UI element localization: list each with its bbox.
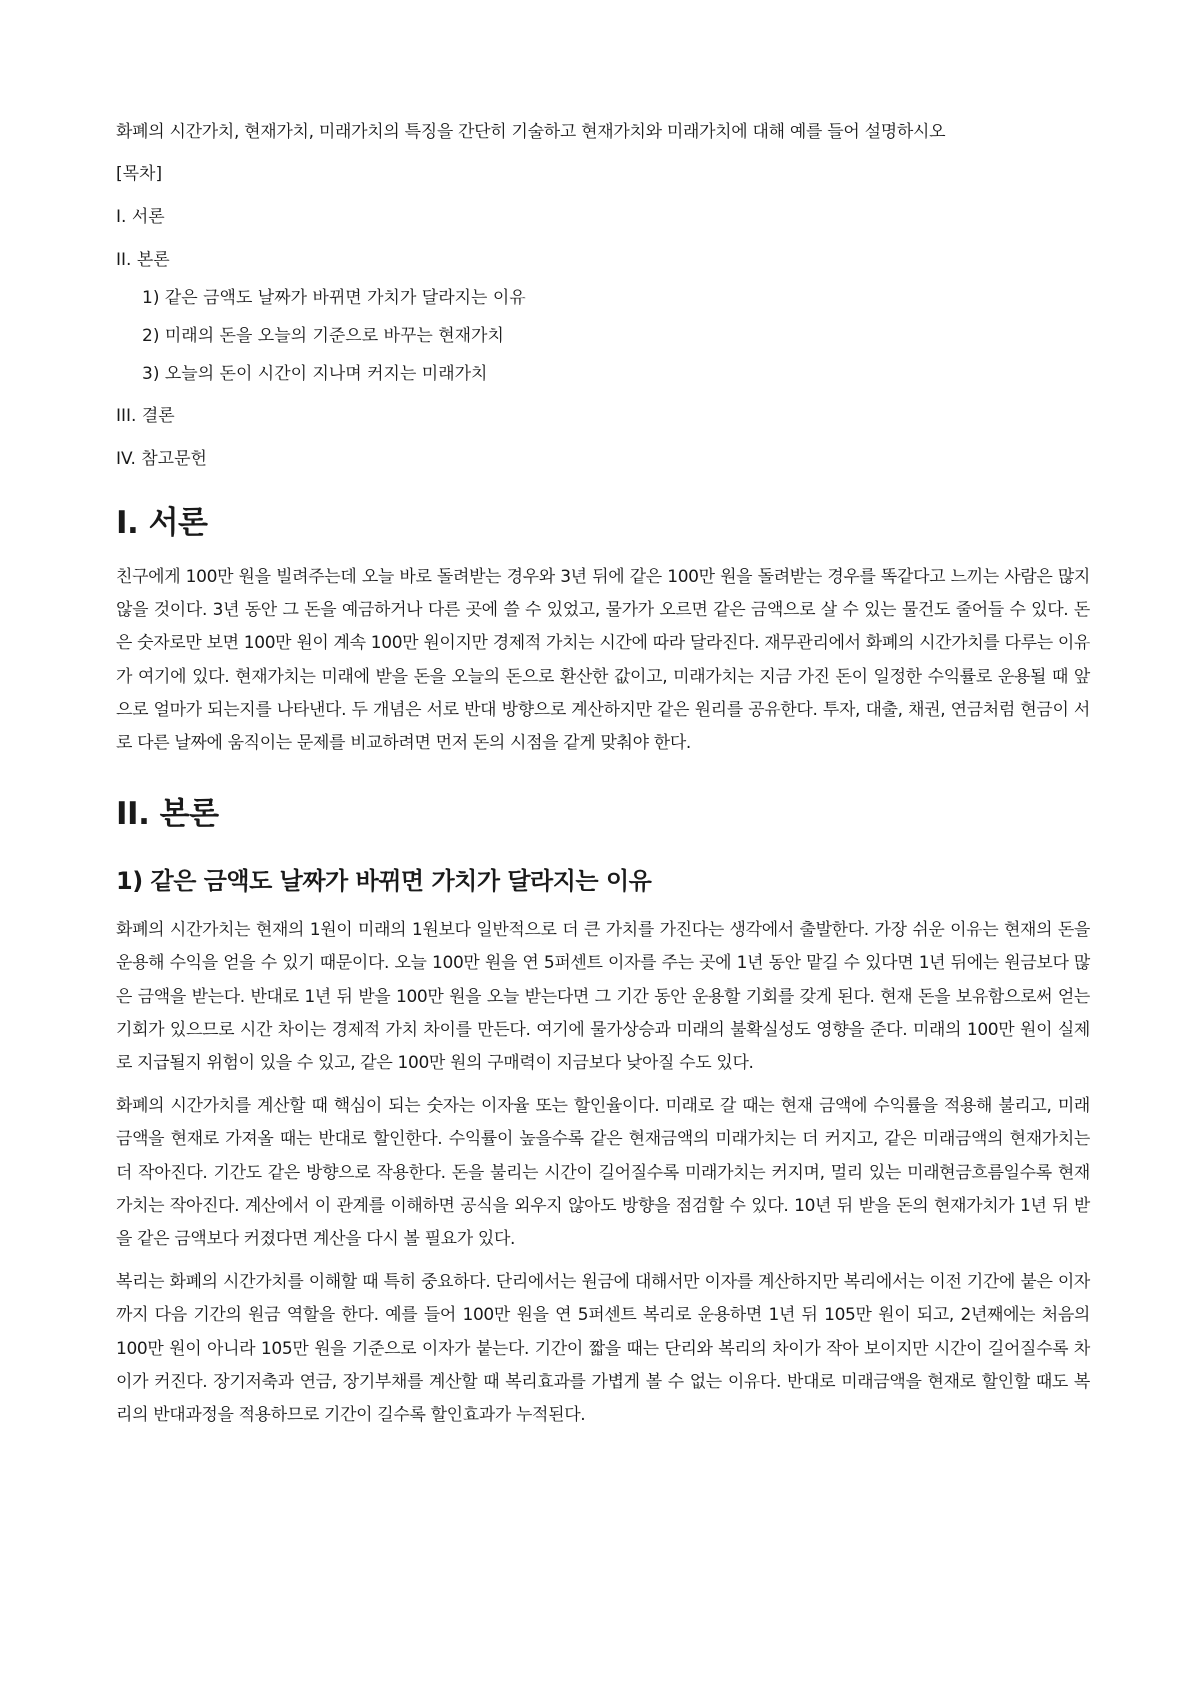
toc-item-body: II. 본론 bbox=[116, 250, 170, 270]
intro-paragraph: 친구에게 100만 원을 빌려주는데 오늘 바로 돌려받는 경우와 3년 뒤에 같은 100만 원을 돌려받는 경우를 똑같다고 느끼는 사람은 많지 않을 것이다. 3년 동안 그 돈을 예금하거나 다른 곳에 쓸 수 있었고, 물가가 오르면 같은 금액으로 살 수 있는 물건도 줄어들 수 있다. 돈은 숫자로만 보면 100만 원이 계속 100만 원이지만 경제적 가치는 시간에 따라 달라진다. 재무관리에서 화폐의 시간가치를 다루는 이유가 여기에 있다. 현재가치는 미래에 받을 돈을 오늘의 돈으로 환산한 값이고, 미래가치는 지금 가진 돈이 일정한 수익률로 운용될 때 앞으로 얼마가 되는지를 나타낸다. 두 개념은 서로 반대 방향으로 계산하지만 같은 원리를 공유한다. 투자, 대출, 채권, 연금처럼 현금이 서로 다른 날짜에 움직이는 문제를 비교하려면 먼저 돈의 시점을 같게 맞춰야 한다. bbox=[116, 567, 1090, 754]
toc-item-conclusion: III. 결론 bbox=[116, 406, 175, 426]
toc-heading: [목차] bbox=[116, 164, 163, 184]
toc-subitem-1: 1) 같은 금액도 날짜가 바뀌면 가치가 달라지는 이유 bbox=[142, 288, 526, 308]
body-heading: II. 본론 bbox=[116, 796, 219, 833]
question-text: 화폐의 시간가치, 현재가치, 미래가치의 특징을 간단히 기술하고 현재가치와 미래가치에 대해 예를 들어 설명하시오 bbox=[116, 122, 946, 142]
toc-item-references: IV. 참고문헌 bbox=[116, 449, 207, 469]
intro-heading: I. 서론 bbox=[116, 505, 208, 541]
table-of-contents bbox=[116, 160, 1090, 473]
toc-subitem-2: 2) 미래의 돈을 오늘의 기준으로 바꾸는 현재가치 bbox=[142, 326, 504, 346]
subsection-1-paragraph-1: 화폐의 시간가치는 현재의 1원이 미래의 1원보다 일반적으로 더 큰 가치를 가진다는 생각에서 출발한다. 가장 쉬운 이유는 현재의 돈을 운용해 수익을 얻을 수 있기 때문이다. 오늘 100만 원을 연 5퍼센트 이자를 주는 곳에 1년 동안 맡길 수 있다면 1년 뒤에는 원금보다 많은 금액을 받는다. 반대로 1년 뒤 받을 100만 원을 오늘 받는다면 그 기간 동안 운용할 기회를 갖게 된다. 현재 돈을 보유함으로써 얻는 기회가 있으므로 시간 차이는 경제적 가치 차이를 만든다. 여기에 물가상승과 미래의 불확실성도 영향을 준다. 미래의 100만 원이 실제로 지급될지 위험이 있을 수 있고, 같은 100만 원의 구매력이 지금보다 낮아질 수도 있다. bbox=[116, 920, 1090, 1074]
subsection-1-paragraph-3: 복리는 화폐의 시간가치를 이해할 때 특히 중요하다. 단리에서는 원금에 대해서만 이자를 계산하지만 복리에서는 이전 기간에 붙은 이자까지 다음 기간의 원금 역할을 한다. 예를 들어 100만 원을 연 5퍼센트 복리로 운용하면 1년 뒤 105만 원이 되고, 2년째에는 처음의 100만 원이 아니라 105만 원을 기준으로 이자가 붙는다. 기간이 짧을 때는 단리와 복리의 차이가 작아 보이지만 시간이 길어질수록 차이가 커진다. 장기저축과 연금, 장기부채를 계산할 때 복리효과를 가볍게 볼 수 없는 이유다. 반대로 미래금액을 현재로 할인할 때도 복리의 반대과정을 적용하므로 기간이 길수록 할인효과가 누적된다. bbox=[116, 1272, 1090, 1426]
document-page bbox=[116, 118, 1090, 1442]
toc-subitem-3: 3) 오늘의 돈이 시간이 지나며 커지는 미래가치 bbox=[142, 364, 488, 384]
subsection-1-heading: 1) 같은 금액도 날짜가 바뀌면 가치가 달라지는 이유 bbox=[116, 867, 652, 896]
subsection-1-paragraph-2: 화폐의 시간가치를 계산할 때 핵심이 되는 숫자는 이자율 또는 할인율이다. 미래로 갈 때는 현재 금액에 수익률을 적용해 불리고, 미래 금액을 현재로 가져올 때는 반대로 할인한다. 수익률이 높을수록 같은 현재금액의 미래가치는 더 커지고, 같은 미래금액의 현재가치는 더 작아진다. 기간도 같은 방향으로 작용한다. 돈을 불리는 시간이 길어질수록 미래가치는 커지며, 멀리 있는 미래현금흐름일수록 현재가치는 작아진다. 계산에서 이 관계를 이해하면 공식을 외우지 않아도 방향을 점검할 수 있다. 10년 뒤 받을 돈의 현재가치가 1년 뒤 받을 같은 금액보다 커졌다면 계산을 다시 볼 필요가 있다. bbox=[116, 1096, 1090, 1250]
toc-item-intro: I. 서론 bbox=[116, 207, 165, 227]
